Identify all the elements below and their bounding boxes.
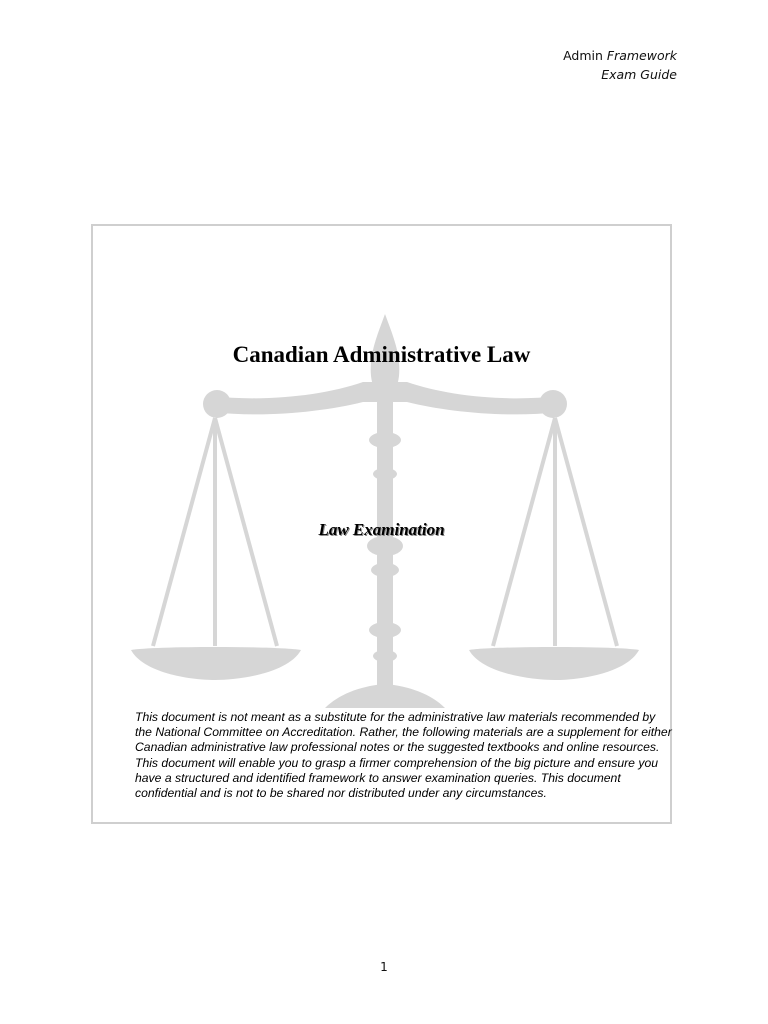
document-subtitle: Law Examination [318, 520, 445, 539]
cover-box [91, 224, 672, 824]
header-admin: Admin [563, 48, 603, 63]
header-framework: Framework [606, 48, 677, 63]
disclaimer-text: This document is not meant as a substitute for the administrative law materials recommended by the National Committee on Accreditation. Rather, the following materials are a supplement for either Canadian administrative law professional notes or the suggested textbooks and online resources. This document will enable you to grasp a firmer comprehension of the big picture and ensure you have a structured and identified framework to answer examination queries. This document confidential and is not to be shared nor distributed under any circumstances. [135, 710, 672, 801]
header-exam-guide: Exam Guide [601, 67, 677, 82]
page-number: 1 [380, 960, 388, 974]
document-title: Canadian Administrative Law [232, 342, 531, 367]
header-line-1 [563, 46, 677, 65]
page-header [563, 46, 677, 84]
